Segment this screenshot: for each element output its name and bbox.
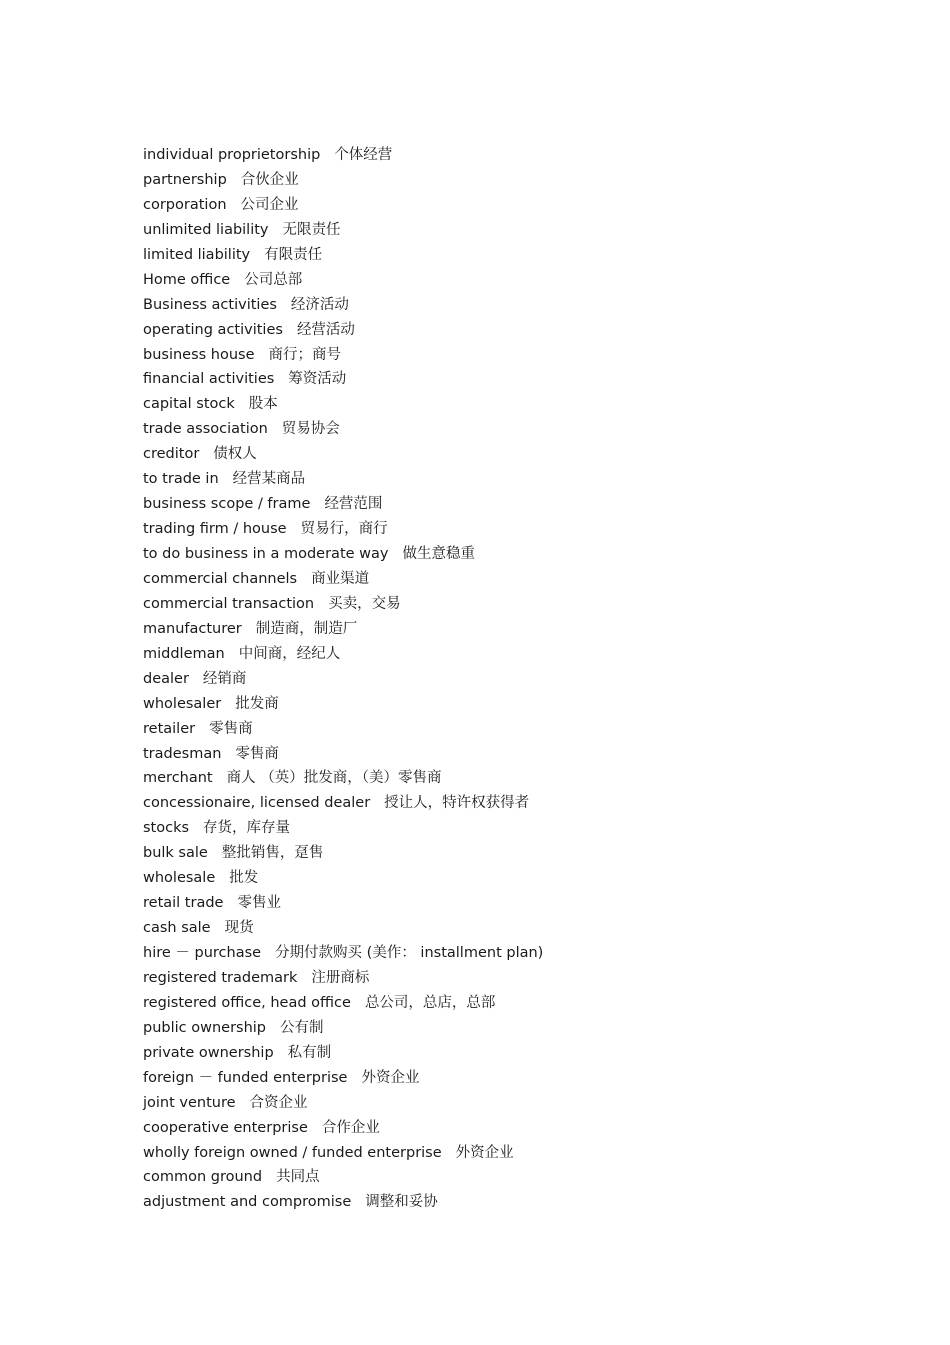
chinese-translation: 经济活动 — [290, 296, 349, 313]
glossary-entry — [143, 891, 543, 916]
glossary-entry — [143, 642, 543, 667]
glossary-entry — [143, 193, 543, 218]
english-term: retail trade — [143, 895, 224, 912]
glossary-entry — [143, 941, 543, 966]
glossary-entry — [143, 916, 543, 941]
glossary-entry — [143, 143, 543, 168]
english-term: middleman — [143, 645, 225, 662]
chinese-translation: 批发 — [229, 870, 259, 887]
glossary-entry — [143, 617, 543, 642]
chinese-translation: 授让人，特许权获得者 — [384, 795, 530, 812]
english-term: wholesale — [143, 870, 216, 887]
chinese-translation: 共同点 — [276, 1169, 320, 1186]
chinese-translation: 外资企业 — [455, 1144, 514, 1161]
glossary-entry — [143, 966, 543, 991]
english-term: public ownership — [143, 1019, 267, 1036]
english-term: adjustment and compromise — [143, 1194, 352, 1211]
glossary-entry — [143, 367, 543, 392]
glossary-entry — [143, 467, 543, 492]
english-term: trading firm / house — [143, 521, 287, 538]
english-term: merchant — [143, 770, 213, 787]
english-term: manufacturer — [143, 620, 242, 637]
glossary-entry — [143, 1041, 543, 1066]
chinese-translation: 注册商标 — [311, 969, 370, 986]
glossary-entry — [143, 1116, 543, 1141]
glossary-entry — [143, 816, 543, 841]
chinese-translation: 有限责任 — [264, 246, 323, 263]
chinese-translation: 零售商 — [235, 745, 279, 762]
chinese-translation: 私有制 — [287, 1044, 332, 1061]
chinese-translation: 公司总部 — [244, 271, 303, 288]
glossary-entry — [143, 592, 543, 617]
chinese-translation: 存货，库存量 — [203, 820, 291, 837]
chinese-translation: 无限责任 — [282, 221, 341, 238]
chinese-translation: 零售商 — [209, 720, 253, 737]
chinese-translation: 外资企业 — [361, 1069, 420, 1086]
glossary-entry — [143, 392, 543, 417]
glossary-entry — [143, 318, 543, 343]
english-term: cooperative enterprise — [143, 1119, 308, 1136]
chinese-translation: 个体经营 — [334, 147, 393, 163]
glossary-entry — [143, 542, 543, 567]
chinese-translation: 调整和妥协 — [365, 1194, 438, 1211]
glossary-entry — [143, 717, 543, 742]
chinese-translation: 经销商 — [202, 670, 247, 687]
english-term: tradesman — [143, 745, 222, 762]
english-term: business scope / frame — [143, 496, 311, 513]
english-term: business house — [143, 346, 255, 363]
chinese-translation: 股本 — [248, 396, 278, 413]
chinese-translation: 商人 （英）批发商，（美）零售商 — [226, 770, 442, 787]
glossary-entry — [143, 293, 543, 318]
english-term: bulk sale — [143, 845, 208, 862]
chinese-translation: 合作企业 — [321, 1119, 380, 1136]
english-term: creditor — [143, 446, 200, 463]
english-term: hire － purchase — [143, 945, 262, 961]
english-term: concessionaire, licensed dealer — [143, 795, 371, 812]
glossary-entry — [143, 1091, 543, 1116]
english-term: registered office, head office — [143, 994, 351, 1011]
glossary-entry — [143, 841, 543, 866]
chinese-translation: 合伙企业 — [240, 171, 299, 188]
english-term: operating activities — [143, 321, 283, 338]
english-term: individual proprietorship — [143, 147, 321, 163]
english-term: joint venture — [143, 1094, 236, 1111]
chinese-translation: 中间商，经纪人 — [238, 645, 341, 662]
chinese-translation: 买卖，交易 — [328, 595, 401, 612]
chinese-translation: 公有制 — [280, 1019, 324, 1036]
chinese-translation: 经营活动 — [296, 321, 355, 338]
english-term: corporation — [143, 196, 227, 213]
english-term: limited liability — [143, 246, 251, 263]
glossary-entry — [143, 667, 543, 692]
glossary-entry — [143, 692, 543, 717]
english-term: unlimited liability — [143, 221, 269, 238]
english-term: common ground — [143, 1169, 263, 1186]
english-term: to do business in a moderate way — [143, 546, 389, 562]
chinese-translation: 现货 — [224, 920, 254, 937]
english-term: retailer — [143, 720, 196, 737]
chinese-translation: 经营范围 — [324, 496, 383, 513]
english-term: to trade in — [143, 471, 219, 488]
glossary-entry — [143, 218, 543, 243]
glossary-entry — [143, 567, 543, 592]
english-term: financial activities — [143, 371, 275, 388]
english-term: Home office — [143, 271, 231, 288]
english-term: foreign － funded enterprise — [143, 1069, 348, 1086]
chinese-translation: 做生意稳重 — [402, 546, 475, 562]
chinese-translation: 经营某商品 — [232, 471, 306, 488]
glossary-entry — [143, 791, 543, 816]
english-term: commercial channels — [143, 570, 298, 587]
glossary-entry — [143, 492, 543, 517]
glossary-entry — [143, 268, 543, 293]
english-term: Business activities — [143, 296, 277, 313]
glossary-entry — [143, 343, 543, 368]
glossary-entry — [143, 766, 543, 791]
glossary-entry — [143, 991, 543, 1016]
glossary-entry — [143, 1066, 543, 1091]
english-term: partnership — [143, 171, 227, 188]
glossary-entry — [143, 1016, 543, 1041]
english-term: capital stock — [143, 396, 235, 413]
english-term: trade association — [143, 421, 268, 438]
chinese-translation: 筹资活动 — [288, 371, 347, 388]
english-term: cash sale — [143, 920, 211, 937]
chinese-translation: 整批销售，趸售 — [221, 845, 324, 862]
chinese-translation: 零售业 — [237, 895, 281, 912]
glossary-entry — [143, 1190, 543, 1215]
glossary-entry — [143, 417, 543, 442]
chinese-translation: 贸易协会 — [281, 421, 340, 438]
chinese-translation: 公司企业 — [240, 196, 299, 213]
glossary-entry — [143, 866, 543, 891]
english-term: wholesaler — [143, 695, 222, 712]
glossary-entry — [143, 442, 543, 467]
chinese-translation: 债权人 — [213, 446, 257, 463]
chinese-translation: 制造商，制造厂 — [255, 620, 358, 637]
glossary-list — [143, 143, 543, 1215]
chinese-translation: 分期付款购买 (美作： installment plan) — [275, 945, 544, 961]
glossary-entry — [143, 742, 543, 767]
chinese-translation: 合资企业 — [249, 1094, 308, 1111]
english-term: wholly foreign owned / funded enterprise — [143, 1144, 442, 1161]
english-term: stocks — [143, 820, 190, 837]
glossary-entry — [143, 168, 543, 193]
chinese-translation: 总公司，总店，总部 — [364, 994, 496, 1011]
english-term: registered trademark — [143, 969, 298, 986]
english-term: commercial transaction — [143, 595, 315, 612]
chinese-translation: 商行；商号 — [268, 346, 342, 363]
english-term: dealer — [143, 670, 189, 687]
chinese-translation: 批发商 — [235, 695, 279, 712]
glossary-entry — [143, 1141, 543, 1166]
chinese-translation: 贸易行，商行 — [300, 521, 388, 538]
chinese-translation: 商业渠道 — [311, 570, 370, 587]
glossary-entry — [143, 1165, 543, 1190]
glossary-entry — [143, 517, 543, 542]
glossary-entry — [143, 243, 543, 268]
english-term: private ownership — [143, 1044, 274, 1061]
